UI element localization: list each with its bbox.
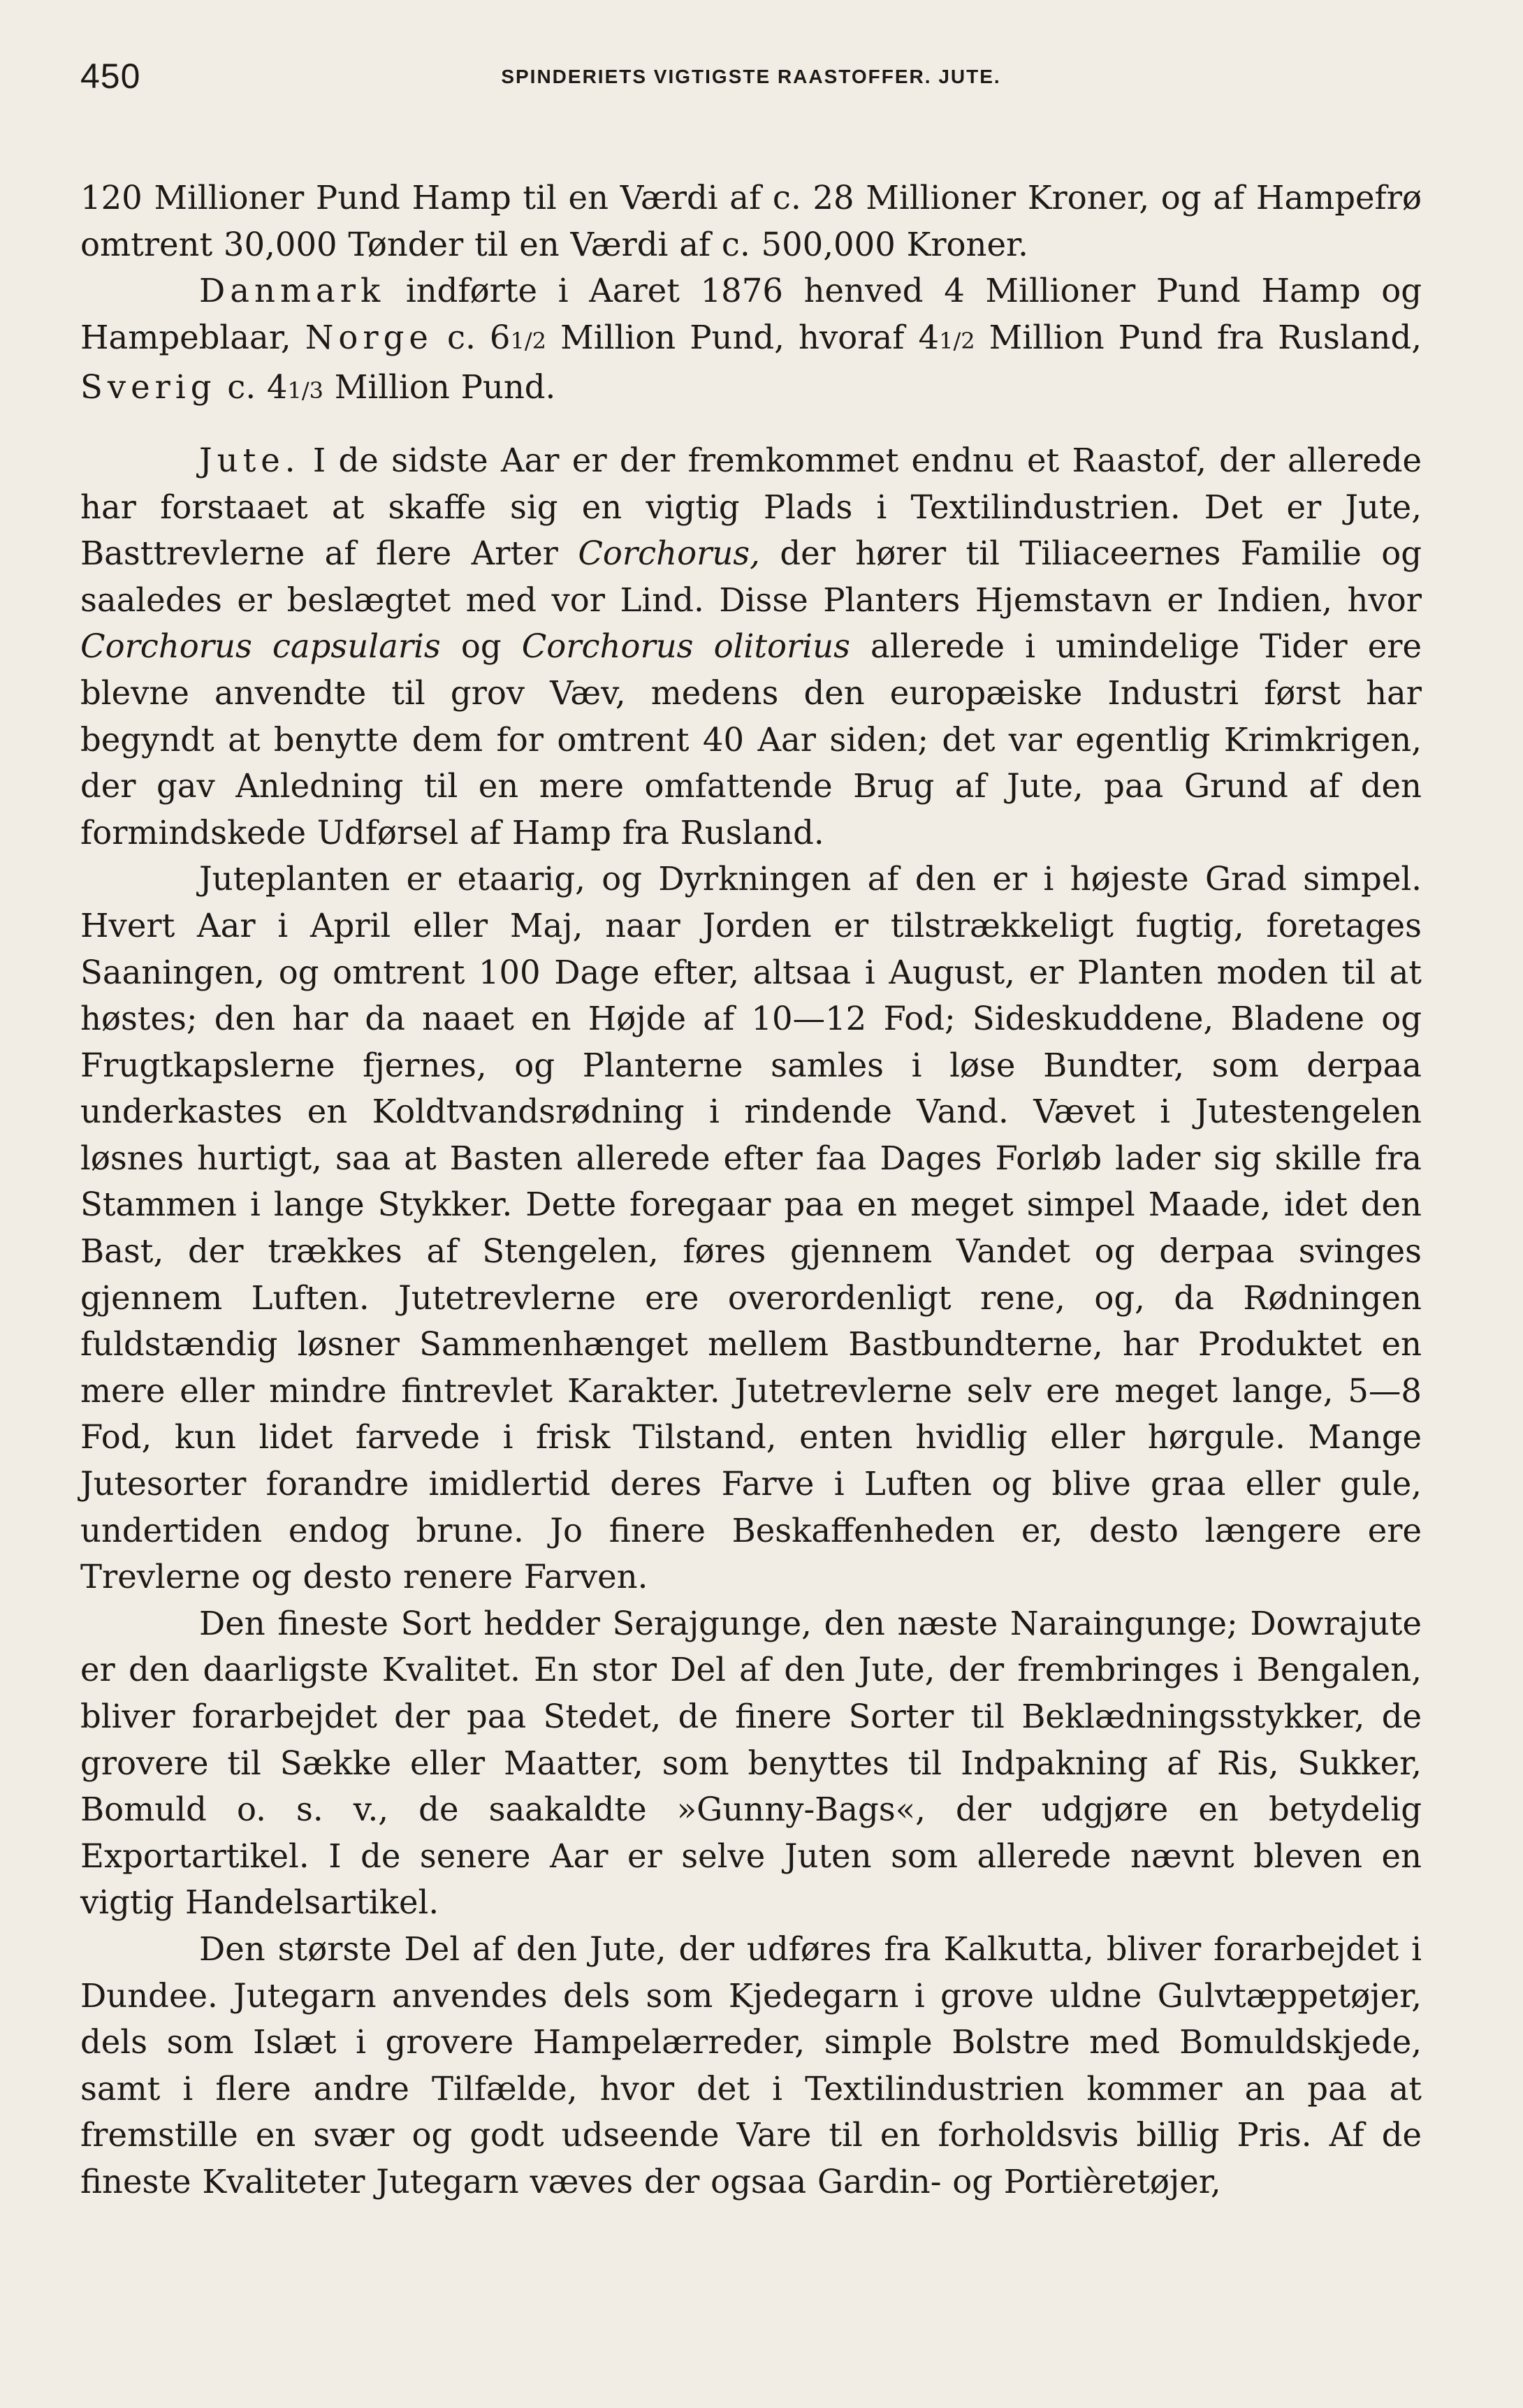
paragraph-text: c. 4 (216, 368, 288, 407)
paragraph-dundee (80, 1926, 1422, 2205)
page-number: 450 (80, 57, 141, 96)
taxon-name: Corchorus, (578, 534, 760, 573)
paragraph-jute-intro (80, 437, 1422, 856)
country-norge: Norge (305, 318, 433, 356)
taxon-name: Corchorus capsularis (80, 627, 441, 666)
paragraph-text: I de sidste Aar er der fremkommet endnu et Raastof, der allerede har forstaaet at skaffe sig en vigtig Plads i Textilindustrien. Det er Jute, Basttrevlerne af flere Arter (80, 441, 1422, 573)
paragraph-text: og (440, 627, 522, 666)
paragraph-text: Million Pund. (323, 368, 556, 407)
paragraph-text: allerede i umindelige Tider ere blevne anvendte til grov Væv, medens den europæiske Industri først har begyndt at benytte dem for omtrent 40 Aar siden; det var egentlig Krimkrigen, der gav Anledning til en mere omfattende Brug af Jute, paa Grund af den formindskede Udførsel af Hamp fra Rusland. (80, 627, 1422, 852)
fraction: 1/3 (287, 377, 323, 404)
page-header (80, 49, 1422, 105)
fraction: 1/2 (939, 327, 975, 354)
paragraph-text: 120 Millioner Pund Hamp til en Værdi af c. 28 Millioner Kroner, og af Hampefrø omtrent 30,000 Tønder til en Værdi af c. 500,000 Kroner. (80, 179, 1422, 263)
paragraph-text: Million Pund fra Rusland, (975, 318, 1422, 356)
paragraph-text: Juteplanten er etaarig, og Dyrkningen af den er i højeste Grad simpel. Hvert Aar i April eller Maj, naar Jorden er tilstrækkeligt fugtig, foretages Saaningen, og omtrent 100 Dage efter, altsaa i August, er Planten moden til at høstes; den har da naaet en Højde af 10—12 Fod; Sideskuddene, Bladene og Frugtkapslerne fjernes, og Planterne samles i løse Bundter, som derpaa underkastes en Koldtvandsrødning i rindende Vand. Vævet i Jutestengelen løsnes hurtigt, saa at Basten allerede efter faa Dages Forløb lader sig skille fra Stammen i lange Stykker. Dette foregaar paa en meget simpel Maade, idet den Bast, der trækkes af Stengelen, føres gjennem Vandet og derpaa svinges gjennem Luften. Jutetrevlerne ere overordenligt rene, og, da Rødningen fuldstændig løsner Sammenhænget mellem Bastbundterne, har Produktet en mere eller mindre fintrevlet Karakter. Jutetrevlerne selv ere meget lange, 5—8 Fod, kun lidet farvede i frisk Tilstand, enten hvidlig eller hørgule. Mange Jutesorter forandre imidlertid deres Farve i Luften og blive graa eller gule, undertiden endog brune. Jo finere Beskaffenheden er, desto længere ere Trevlerne og desto renere Farven. (80, 860, 1422, 1596)
section-lead-jute: Jute. (199, 441, 300, 479)
paragraph-sorts (80, 1600, 1422, 1926)
country-danmark: Danmark (199, 272, 386, 310)
paragraph-hemp-figures (80, 175, 1422, 268)
paragraph-text: der hører til Tiliaceernes Familie og saaledes er beslægtet med vor Lind. Disse Planters Hjemstavn er Indien, hvor (80, 534, 1422, 619)
paragraph-text: c. 6 (432, 318, 511, 356)
paragraph-text: indførte i Aaret 1876 henved 4 Millioner Pund Hamp og Hampeblaar, (80, 272, 1422, 356)
paragraph-import-figures (80, 268, 1422, 414)
paragraph-text: Den fineste Sort hedder Serajgunge, den næste Naraingunge; Dowrajute er den daarligste Kvalitet. En stor Del af den Jute, der frembringes i Bengalen, bliver forarbejdet der paa Stedet, de finere Sorter til Beklædningsstykker, de grovere til Sække eller Maatter, som benyttes til Indpakning af Ris, Sukker, Bomuld o. s. v., de saakaldte »Gunny-Bags«, der udgjøre en betydelig Exportartikel. I de senere Aar er selve Juten som allerede nævnt bleven en vigtig Handelsartikel. (80, 1604, 1422, 1922)
body-text (80, 175, 1422, 2205)
running-title: SPINDERIETS VIGTIGSTE RAASTOFFER. JUTE. (501, 66, 1001, 87)
country-sverig: Sverig (80, 368, 217, 407)
fraction: 1/2 (510, 327, 547, 354)
paragraph-text: Million Pund, hvoraf 4 (546, 318, 940, 356)
paragraph-cultivation (80, 856, 1422, 1600)
paragraph-text: Den største Del af den Jute, der udføres fra Kalkutta, bliver forarbejdet i Dundee. Jutegarn anvendes dels som Kjedegarn i grove uldne Gulvtæppetøjer, dels som Islæt i grovere Hampelærreder, simple Bolstre med Bomuldskjede, samt i flere andre Tilfælde, hvor det i Textilindustrien kommer an paa at fremstille en svær og godt udseende Vare til en forholdsvis billig Pris. Af de fineste Kvaliteter Jutegarn væves der ogsaa Gardin- og Portièretøjer, (80, 1929, 1422, 2201)
taxon-name: Corchorus olitorius (521, 627, 850, 666)
